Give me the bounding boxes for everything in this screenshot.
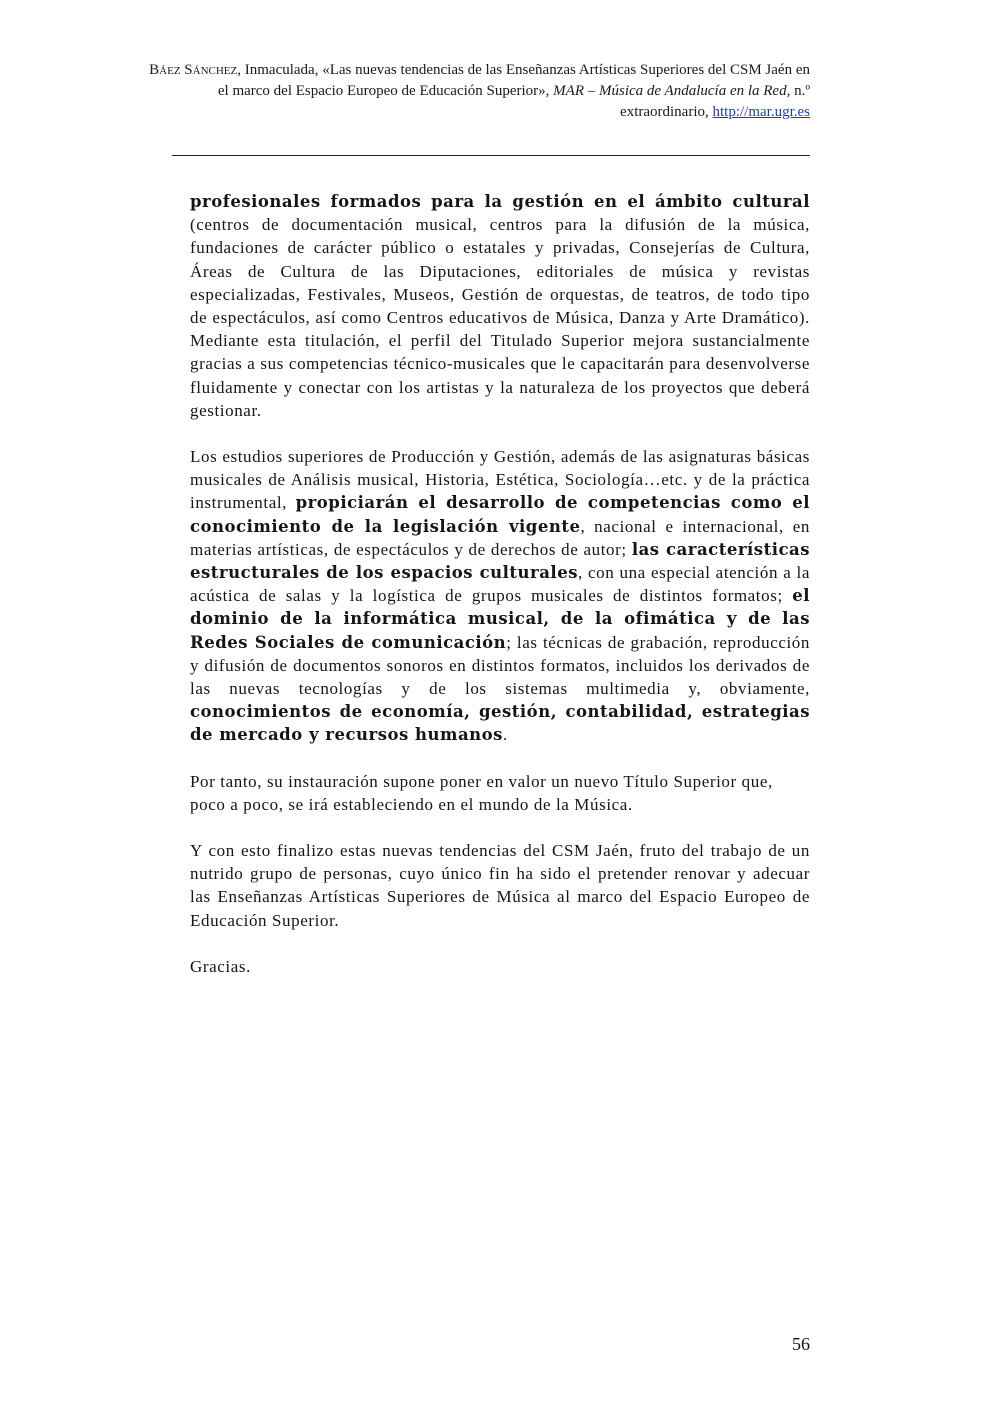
main-text <box>190 190 810 1001</box>
running-header <box>140 60 810 123</box>
header-rule <box>172 155 810 156</box>
closing-thanks: Gracias. <box>190 956 251 976</box>
emphasis: las características estructurales de los espacios culturales <box>190 539 810 583</box>
page-number: 56 <box>792 1334 810 1354</box>
emphasis: propiciarán el desarrollo de competencias como el conocimiento de la legislación vigente <box>190 493 810 536</box>
header-citation: , Inmaculada, «Las nuevas tendencias de las Enseñanzas Artísticas Superiores del CSM Jaén en el marco del Espacio Europeo de Educación Superior», <box>217 62 810 99</box>
paragraph-2: Los estudios superiores de Producción y Gestión, además de las asignaturas básicas musicales de Análisis musical, Historia, Estética, Sociología…etc. y de la práctica instrumental, propiciarán el desarrollo de competencias como el conocimiento de la legislación vigente, nacional e internacional, en materias artísticas, de espectáculos y de derechos de autor; las características estructurales de los espacios culturales, con una especial atención a la acústica de salas y la logística de grupos musicales de distintos formatos; el dominio de la informática musical, de la ofimática y de las Redes Sociales de comunicación; las técnicas de grabación, reproducción y difusión de documentos sonoros en distintos formatos, incluidos los derivados de las nuevas tecnologías y de los sistemas multimedia y, obviamente, conocimientos de economía, gestión, contabilidad, estrategias de mercado y recursos humanos. <box>190 447 810 745</box>
emphasis: el dominio de la informática musical, de la ofimática y de las Redes Sociales de comunicación <box>190 586 810 652</box>
journal-link[interactable]: http://mar.ugr.es <box>712 104 810 120</box>
header-journal: MAR – Música de Andalucía en la Red, <box>553 83 791 99</box>
emphasis: profesionales formados para la gestión en el ámbito cultural <box>190 192 810 211</box>
paragraph-4: Y con esto finalizo estas nuevas tendencias del CSM Jaén, fruto del trabajo de un nutrido grupo de personas, cuyo único fin ha sido el pretender renovar y adecuar las Enseñanzas Artísticas Superiores de Música al marco del Espacio Europeo de Educación Superior. <box>190 841 810 930</box>
emphasis: conocimientos de economía, gestión, contabilidad, estrategias de mercado y recursos humanos <box>190 702 810 745</box>
paragraph-3: Por tanto, su instauración supone poner en valor un nuevo Título Superior que, poco a poco, se irá estableciendo en el mundo de la Música. <box>190 771 773 814</box>
header-issue: n.º extraordinario, <box>620 83 810 120</box>
paragraph-1: profesionales formados para la gestión en el ámbito cultural (centros de documentación musical, centros para la difusión de la música, fundaciones de carácter público o estatales y privadas, Consejerías de Cultura, Áreas de Cultura de las Diputaciones, editoriales de música y revistas especializadas, Festivales, Museos, Gestión de orquestas, de teatros, de todo tipo de espectáculos, así como Centros educativos de Música, Danza y Arte Dramático). Mediante esta titulación, el perfil del Titulado Superior mejora sustancialmente gracias a sus competencias técnico-musicales que le capacitarán para desenvolverse fluidamente y conectar con los artistas y la naturaleza de los proyectos que deberá gestionar. <box>190 192 810 420</box>
header-author: Báez Sánchez <box>149 62 238 78</box>
